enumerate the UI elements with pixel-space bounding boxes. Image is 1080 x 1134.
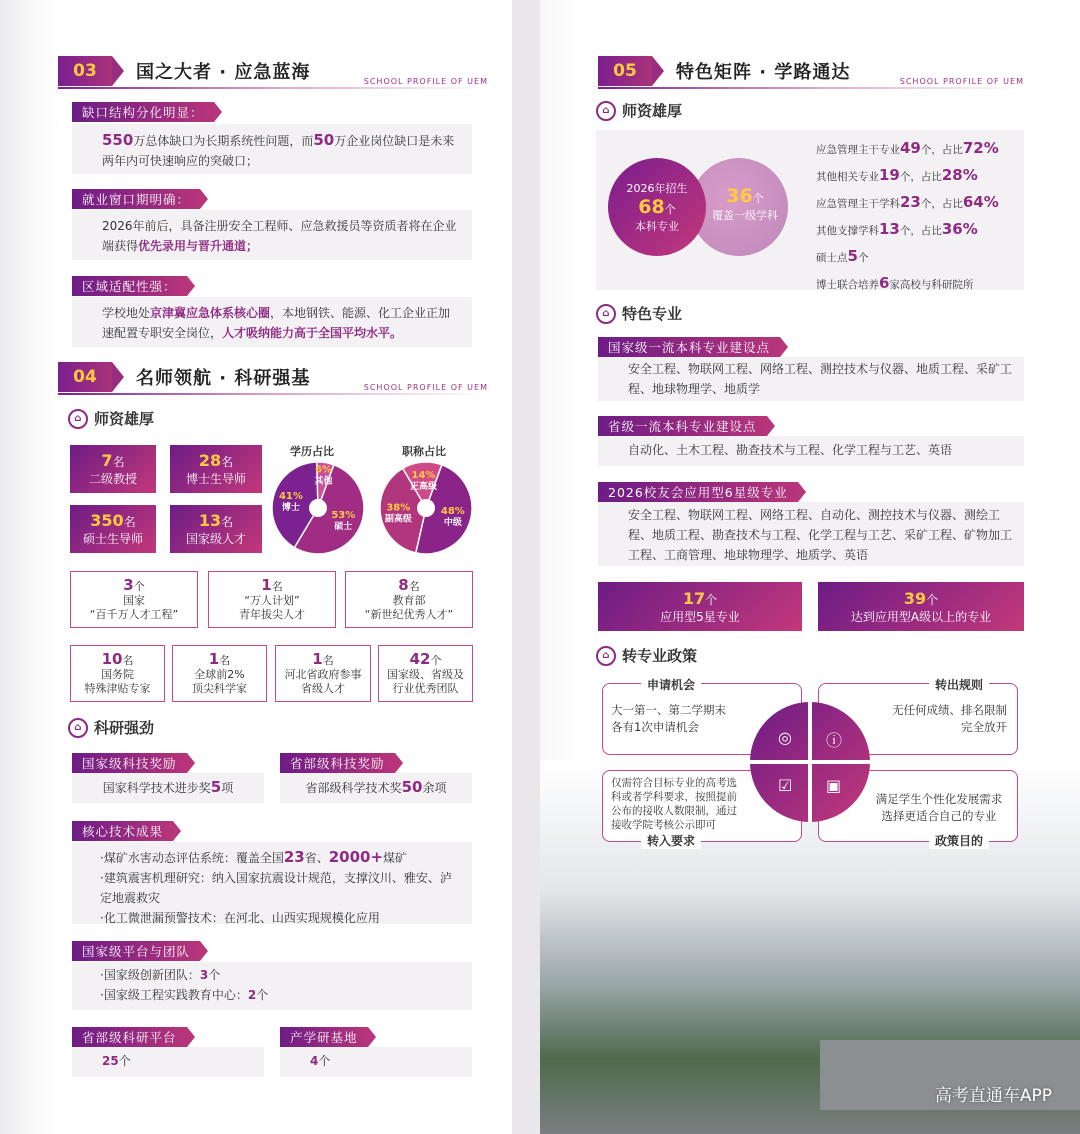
alumni-major-text: 安全工程、物联网工程、网络工程、自动化、测控技术与仪器、测绘工程、地质工程、勘查技术与工程、化学工程与工艺、采矿工程、矿物加工工程、工商管理、地球物理学、地质学、英语 <box>598 502 1024 566</box>
policy-center-circle <box>750 702 870 822</box>
core-text: ·煤矿水害动态评估系统：覆盖全国23省、2000+煤矿 ·建筑震害机理研究：纳入国家抗震设计规范，支撑汶川、雅安、泸定地震救灾 ·化工微泄漏预警技术：在河北、山西实现规模化应用 <box>72 842 472 924</box>
majors-heading: ⌂ 特色专业 <box>596 303 682 324</box>
school-icon: ⌂ <box>596 101 616 121</box>
edu-pie-chart <box>270 460 366 556</box>
prov-award-text: 省部级科学技术奖50余项 <box>280 773 472 803</box>
prov-award-tag: 省部级科技奖励 <box>280 753 395 773</box>
policy-card-apply: 申请机会 大一第一、第二学期末各有1次申请机会 <box>602 683 802 755</box>
region-tag: 区域适配性强： <box>72 276 187 296</box>
document-icon: ▣ <box>826 776 842 795</box>
nat-major-text: 安全工程、物联网工程、网络工程、测控技术与仪器、地质工程、采矿工程、地球物理学、地质学 <box>598 357 1024 401</box>
school-icon: ⌂ <box>596 646 616 666</box>
honor-card: 42个 国家级、省级及 行业优秀团队 <box>378 645 473 702</box>
section-header-03 <box>58 56 488 86</box>
region-text: 学校地处京津冀应急体系核心圈，本地钢铁、能源、化工企业正加速配置专职安全岗位，人才吸纳能力高于全国平均水平。 <box>72 297 472 347</box>
nat-major-tag: 国家级一流本科专业建设点 <box>598 337 780 357</box>
pie-center <box>309 499 327 517</box>
nat-award-tag: 国家级科技奖励 <box>72 753 187 773</box>
rank-chart-title: 职称占比 <box>402 445 446 458</box>
school-icon: ⌂ <box>68 718 88 738</box>
policy-heading: ⌂ 转专业政策 <box>596 645 697 666</box>
five-star-stat: 17个 应用型5星专业 <box>598 582 802 631</box>
honor-card: 8名 教育部 “新世纪优秀人才” <box>345 571 473 628</box>
prov-major-tag: 省级一流本科专业建设点 <box>598 416 767 436</box>
gap-text: 550万总体缺口为长期系统性问题，而50万企业岗位缺口是未来两年内可快速响应的突破口； <box>72 124 472 174</box>
prov-major-text: 自动化、土木工程、勘查技术与工程、化学工程与工艺、英语 <box>598 436 1024 466</box>
section-number: 04 <box>58 362 112 392</box>
a-level-stat: 39个 达到应用型A级以上的专业 <box>818 582 1024 631</box>
prov-platform-tag: 省部级科研平台 <box>72 1027 187 1047</box>
pie-label: 14% <box>411 470 436 482</box>
section-en-label: SCHOOL PROFILE OF UEM <box>363 77 488 86</box>
honor-card: 10名 国务院 特殊津贴专家 <box>70 645 165 702</box>
pie-label: 38% <box>386 502 411 514</box>
policy-card-in: 仅需符合目标专业的高考选科或者学科要求，按照提前公布的接收人数限制，通过接收学院考核公示即可 转入要求 <box>602 770 802 842</box>
core-tag: 核心技术成果 <box>72 821 173 841</box>
window-tag: 就业窗口期明确： <box>72 189 200 209</box>
window-text: 2026年前后，具备注册安全工程师、应急救援员等资质者将在企业端获得优先录用与晋升通道； <box>72 210 472 260</box>
base-tag: 产学研基地 <box>280 1027 368 1047</box>
stat-card: 7名 二级教授 <box>70 445 156 493</box>
pie-label: 48% <box>440 505 465 517</box>
circle-majors: 2026年招生 68个 本科专业 <box>608 158 706 256</box>
pie-center <box>417 499 435 517</box>
section-number: 05 <box>598 56 652 86</box>
honor-card: 1名 河北省政府参事 省级人才 <box>275 645 371 702</box>
edu-chart-title: 学历占比 <box>290 445 334 458</box>
stat-card: 350名 硕士生导师 <box>70 505 156 553</box>
school-icon: ⌂ <box>596 304 616 324</box>
stat-card: 13名 国家级人才 <box>170 505 262 553</box>
policy-card-title: 政策目的 <box>929 832 989 849</box>
target-icon: ◎ <box>778 728 792 747</box>
rank-pie-chart <box>378 460 474 556</box>
circle-disciplines: 36个 覆盖一级学科 <box>712 185 778 222</box>
pie-label: 硕士 <box>334 522 353 533</box>
honor-card: 1名 全球前2% 顶尖科学家 <box>172 645 267 702</box>
platform-tag: 国家级平台与团队 <box>72 941 200 961</box>
pie-label: 其他 <box>314 476 333 487</box>
section-header-05 <box>598 56 1024 86</box>
section-header-04 <box>58 362 488 392</box>
section-en-label: SCHOOL PROFILE OF UEM <box>363 383 488 392</box>
right-page <box>540 0 1080 1134</box>
school-icon: ⌂ <box>68 409 88 429</box>
section-title: 名师领航 · 科研强基 <box>136 368 311 389</box>
watermark: 高考直通车APP <box>934 1086 1052 1106</box>
pie-label: 53% <box>331 510 356 522</box>
policy-card-title: 申请机会 <box>641 676 701 693</box>
pie-label: 中级 <box>443 517 462 528</box>
pie-label: 博士 <box>281 502 300 513</box>
stat-card: 28名 博士生导师 <box>170 445 262 493</box>
policy-card-out: 转出规则 无任何成绩、排名限制完全放开 <box>818 683 1018 755</box>
faculty-heading: ⌂ 师资雄厚 <box>596 100 682 121</box>
prov-platform-text: 25个 <box>72 1047 264 1077</box>
section-title: 国之大者 · 应急蓝海 <box>136 62 311 83</box>
left-page <box>0 0 512 1134</box>
checklist-icon: ☑ <box>778 776 793 795</box>
policy-card-title: 转出规则 <box>929 676 989 693</box>
honor-card: 1名 “万人计划” 青年拔尖人才 <box>208 571 336 628</box>
policy-card-title: 转入要求 <box>641 832 701 849</box>
pie-label: 6% <box>314 464 332 476</box>
section-en-label: SCHOOL PROFILE OF UEM <box>899 77 1024 86</box>
faculty-stat-list: 应急管理主干专业49个，占比72% 其他相关专业19个，占比28% 应急管理主干学科23个，占比64% 其他支撑学科13个，占比36% 硕士点5个 博士联合培养6家高校与科研院所 <box>816 139 999 292</box>
base-text: 4个 <box>280 1047 472 1077</box>
platform-text: ·国家级创新团队：3个 ·国家级工程实践教育中心：2个 <box>72 962 472 1010</box>
pie-label: 41% <box>278 490 303 502</box>
info-icon: ⓘ <box>826 731 843 750</box>
policy-card-goal: 满足学生个性化发展需求选择更适合自己的专业 政策目的 <box>818 770 1018 842</box>
alumni-major-tag: 2026校友会应用型6星级专业 <box>598 482 798 502</box>
gap-tag: 缺口结构分化明显： <box>72 102 214 122</box>
nat-award-text: 国家科学技术进步奖5项 <box>72 773 264 803</box>
section-number: 03 <box>58 56 112 86</box>
section-title: 特色矩阵 · 学路通达 <box>676 62 851 83</box>
research-heading: ⌂ 科研强劲 <box>68 717 154 738</box>
honor-card: 3个 国家 “百千万人才工程” <box>70 571 198 628</box>
pie-label: 正高级 <box>409 482 437 493</box>
pie-label: 副高级 <box>384 514 412 525</box>
faculty-heading: ⌂ 师资雄厚 <box>68 408 154 429</box>
